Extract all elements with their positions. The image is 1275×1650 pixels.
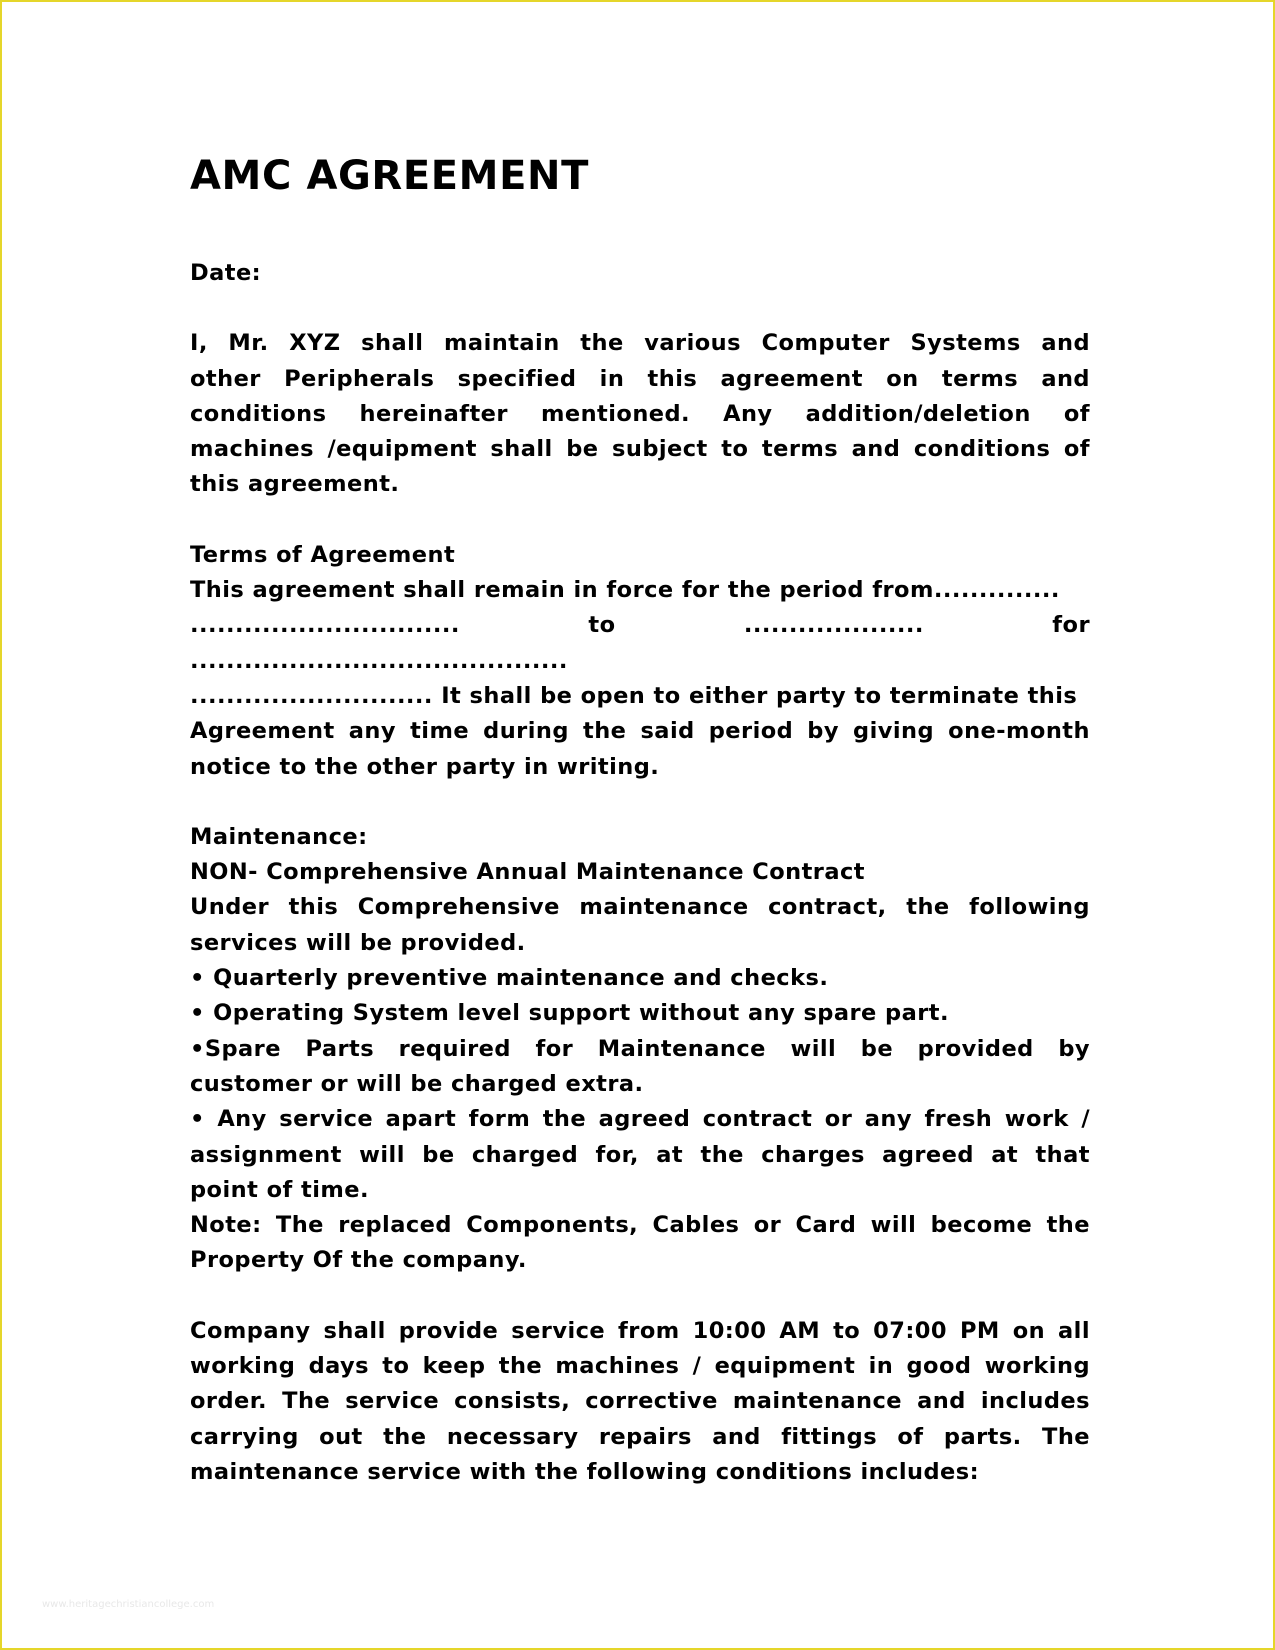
- service-line: maintenance service with the following conditions includes:: [190, 1458, 980, 1485]
- note-line: Note: The replaced Components, Cables or Card will become the: [190, 1212, 1090, 1239]
- intro-line: machines /equipment shall be subject to terms and conditions of: [190, 436, 1090, 463]
- service-paragraph: [190, 1314, 1090, 1490]
- terms-line: ........................... It shall be open to either party to terminate this: [190, 682, 1078, 709]
- maintenance-line: assignment will be charged for, at the charges agreed at that: [190, 1141, 1090, 1168]
- intro-line: I, Mr. XYZ shall maintain the various Computer Systems and: [190, 330, 1090, 357]
- maintenance-line: Under this Comprehensive maintenance contract, the following: [190, 894, 1090, 921]
- service-line: carrying out the necessary repairs and fittings of parts. The: [190, 1423, 1090, 1450]
- bullet-item: • Operating System level support without any spare part.: [190, 1000, 949, 1027]
- maintenance-section: [190, 820, 1090, 1279]
- intro-paragraph: [190, 326, 1090, 502]
- maintenance-line: point of time.: [190, 1176, 369, 1203]
- maintenance-heading: Maintenance:: [190, 823, 368, 850]
- maintenance-subheading: NON- Comprehensive Annual Maintenance Contract: [190, 859, 865, 886]
- maintenance-line: customer or will be charged extra.: [190, 1070, 644, 1097]
- watermark: www.heritagechristiancollege.com: [42, 1599, 215, 1610]
- intro-line: this agreement.: [190, 471, 400, 498]
- service-line: Company shall provide service from 10:00 AM to 07:00 PM on all: [190, 1317, 1090, 1344]
- document-body: [190, 152, 1090, 1490]
- terms-heading: Terms of Agreement: [190, 541, 456, 568]
- service-line: working days to keep the machines / equipment in good working: [190, 1353, 1090, 1380]
- terms-line: notice to the other party in writing.: [190, 753, 660, 780]
- intro-line: other Peripherals specified in this agreement on terms and: [190, 365, 1090, 392]
- terms-section: [190, 538, 1090, 785]
- intro-line: conditions hereinafter mentioned. Any addition/deletion of: [190, 400, 1090, 427]
- terms-line: This agreement shall remain in force for the period from..............: [190, 577, 1060, 604]
- terms-line: .............................. to .................... for ..........................................: [190, 612, 1090, 674]
- service-line: order. The service consists, corrective maintenance and includes: [190, 1388, 1090, 1415]
- bullet-item: • Any service apart form the agreed contract or any fresh work /: [190, 1106, 1090, 1133]
- date-label: Date:: [190, 260, 262, 286]
- bullet-item: •Spare Parts required for Maintenance will be provided by: [190, 1035, 1090, 1062]
- maintenance-line: services will be provided.: [190, 929, 526, 956]
- bullet-item: • Quarterly preventive maintenance and checks.: [190, 965, 829, 992]
- terms-line: Agreement any time during the said period by giving one-month: [190, 718, 1090, 745]
- note-line: Property Of the company.: [190, 1247, 527, 1274]
- document-title: AMC AGREEMENT: [190, 153, 589, 199]
